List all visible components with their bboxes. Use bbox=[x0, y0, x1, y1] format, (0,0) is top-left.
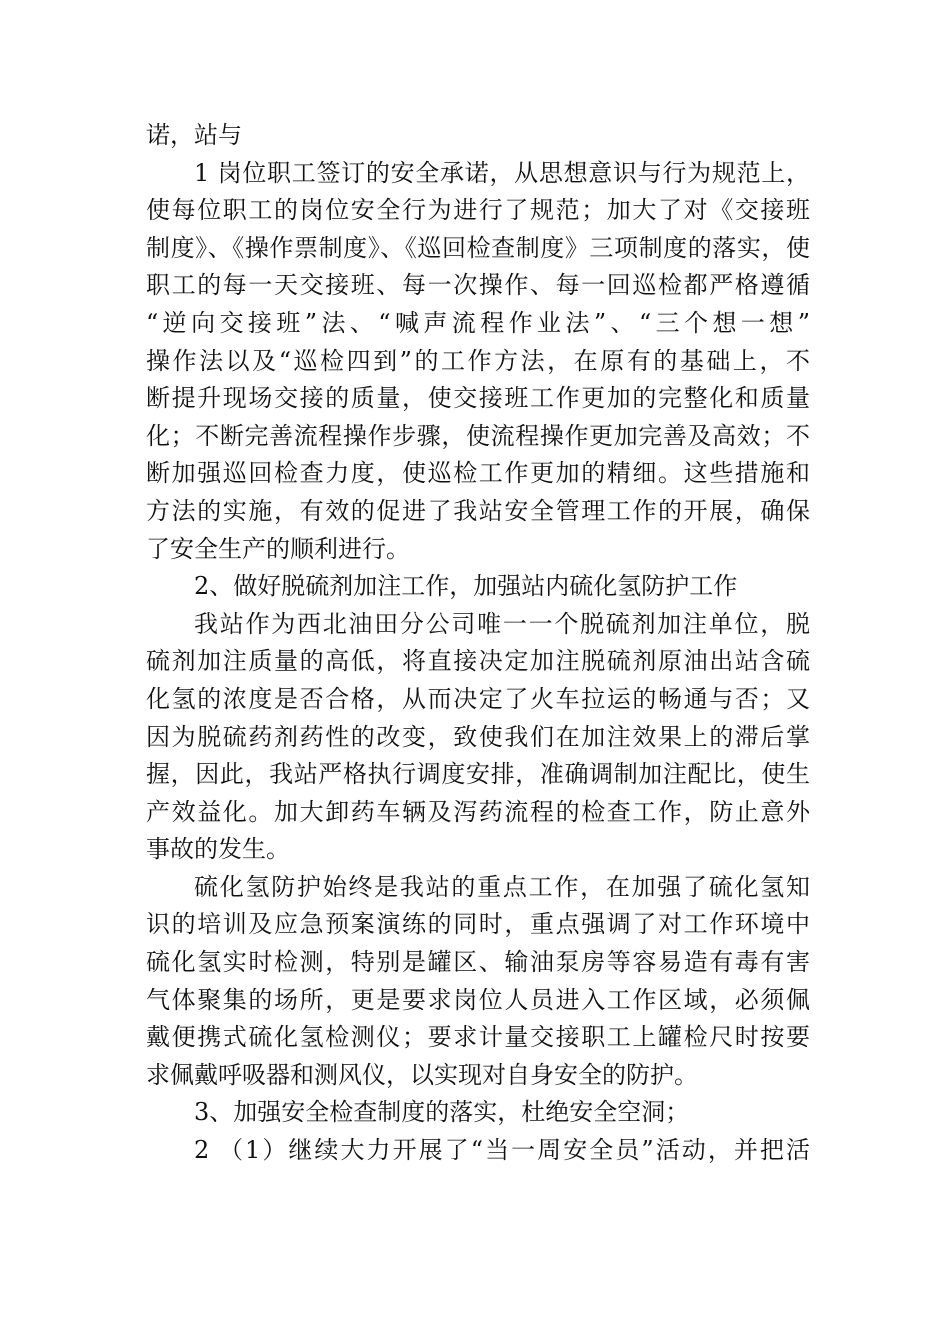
text-line: 握，因此，我站严格执行调度安排，准确调制加注配比，使生 bbox=[146, 760, 810, 789]
text-line: 事故的发生。 bbox=[146, 835, 290, 864]
text-line: 了安全生产的顺利进行。 bbox=[146, 534, 410, 563]
text-line: 化氢的浓度是否合格，从而决定了火车拉运的畅通与否；又 bbox=[146, 684, 810, 713]
text-line: 2、做好脱硫剂加注工作，加强站内硫化氢防护工作 bbox=[194, 572, 738, 601]
text-line: 求佩戴呼吸器和测风仪，以实现对自身安全的防护。 bbox=[146, 1060, 698, 1089]
text-line: 操作法以及“巡检四到”的工作方法，在原有的基础上，不 bbox=[146, 346, 810, 375]
text-line: 硫化氢实时检测，特别是罐区、输油泵房等容易造有毒有害 bbox=[146, 948, 810, 977]
text-line: “逆向交接班”法、“喊声流程作业法”、“三个想一想” bbox=[146, 308, 810, 337]
text-line: 使每位职工的岗位安全行为进行了规范；加大了对《交接班 bbox=[146, 196, 810, 225]
text-line: 硫化氢防护始终是我站的重点工作，在加强了硫化氢知 bbox=[194, 872, 810, 901]
text-line: 职工的每一天交接班、每一次操作、每一回巡检都严格遵循 bbox=[146, 271, 810, 300]
text-line: 断加强巡回检查力度，使巡检工作更加的精细。这些措施和 bbox=[146, 459, 810, 488]
text-line: 硫剂加注质量的高低，将直接决定加注脱硫剂原油出站含硫 bbox=[146, 647, 810, 676]
document-page bbox=[146, 117, 810, 1170]
text-line: 产效益化。加大卸药车辆及泻药流程的检查工作，防止意外 bbox=[146, 797, 810, 826]
text-line: 1 岗位职工签订的安全承诺，从思想意识与行为规范上， bbox=[194, 158, 810, 187]
text-line: 戴便携式硫化氢检测仪；要求计量交接职工上罐检尺时按要 bbox=[146, 1023, 810, 1052]
text-line: 诺，站与 bbox=[146, 121, 242, 149]
text-line: 化；不断完善流程操作步骤，使流程操作更加完善及高效；不 bbox=[146, 421, 810, 450]
text-line: 因为脱硫药剂药性的改变，致使我们在加注效果上的滞后掌 bbox=[146, 722, 810, 751]
text-line: 断提升现场交接的质量，使交接班工作更加的完整化和质量 bbox=[146, 384, 810, 413]
text-line: 方法的实施，有效的促进了我站安全管理工作的开展，确保 bbox=[146, 496, 810, 525]
text-line: 气体聚集的场所，更是要求岗位人员进入工作区域，必须佩 bbox=[146, 985, 810, 1014]
text-line: 3、加强安全检查制度的落实，杜绝安全空洞； bbox=[194, 1098, 690, 1127]
text-line: 2 （1）继续大力开展了“当一周安全员”活动，并把活 bbox=[194, 1136, 810, 1165]
text-line: 我站作为西北油田分公司唯一一个脱硫剂加注单位，脱 bbox=[194, 609, 810, 638]
text-line: 识的培训及应急预案演练的同时，重点强调了对工作环境中 bbox=[146, 910, 810, 939]
text-line: 制度》、《操作票制度》、《巡回检查制度》三项制度的落实，使 bbox=[146, 233, 810, 262]
